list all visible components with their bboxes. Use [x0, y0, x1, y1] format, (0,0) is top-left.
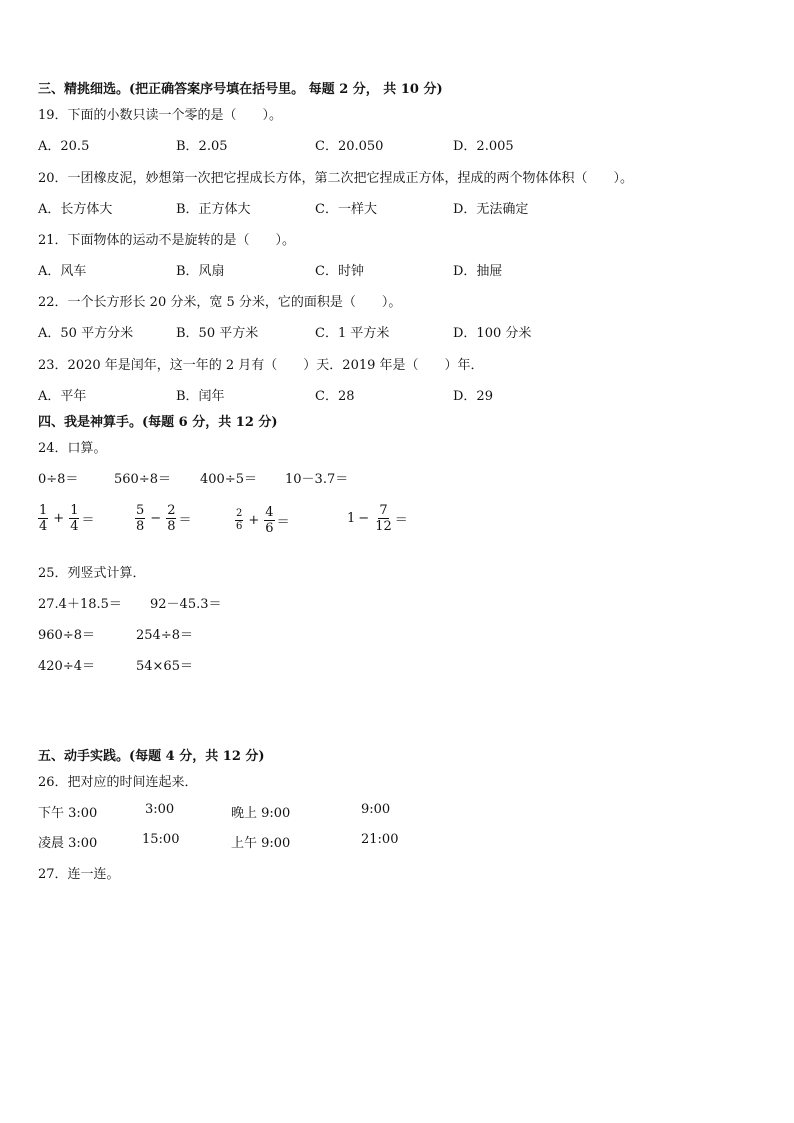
- numerator: 7: [379, 503, 388, 518]
- option-b: B．闰年: [176, 389, 225, 404]
- fraction: [235, 508, 243, 533]
- operator: −: [150, 511, 162, 526]
- time-label: 21:00: [361, 832, 399, 847]
- option-d: D．2.005: [453, 139, 514, 154]
- question-25-stem: 25．列竖式计算．: [38, 566, 146, 581]
- option-c: C．时钟: [315, 264, 364, 279]
- option-d: D．100 分米: [453, 326, 532, 341]
- option-b: B．2.05: [176, 139, 228, 154]
- option-a: A．长方体大: [38, 202, 113, 217]
- calc-item: 92－45.3＝: [150, 597, 222, 612]
- mental-math-item: 560÷8＝: [114, 472, 171, 487]
- equals: ＝: [178, 513, 192, 528]
- operator: +: [248, 513, 260, 528]
- question-24-stem: 24．口算。: [38, 441, 107, 456]
- operator: +: [53, 511, 65, 526]
- question-19-stem: 19．下面的小数只读一个零的是（ ）。: [38, 108, 283, 123]
- time-label: 上午 9:00: [231, 836, 291, 851]
- time-label: 15:00: [142, 832, 180, 847]
- question-20-stem: 20．一团橡皮泥，妙想第一次把它捏成长方体，第二次把它捏成正方体，捏成的两个物体体积（ ）。: [38, 171, 634, 186]
- fraction: [166, 503, 176, 534]
- numerator: 2: [236, 508, 243, 519]
- denominator: 8: [167, 519, 176, 534]
- fraction: [135, 503, 145, 534]
- section3-heading: 三、精挑细选。(把正确答案序号填在括号里。 每题 2 分， 共 10 分): [38, 82, 443, 97]
- fraction-expression: [233, 505, 290, 536]
- fraction: [69, 503, 79, 534]
- option-d: D．抽屉: [453, 264, 503, 279]
- numerator: 5: [136, 503, 145, 518]
- mental-math-item: 0÷8＝: [38, 472, 79, 487]
- fraction-expression: [133, 503, 191, 534]
- equals: ＝: [394, 513, 408, 528]
- equals: ＝: [276, 515, 290, 530]
- option-a: A．风车: [38, 264, 87, 279]
- equals: ＝: [81, 513, 95, 528]
- whole-number: 1: [347, 511, 356, 526]
- option-a: A．20.5: [38, 139, 90, 154]
- fraction-expression: [347, 503, 408, 534]
- option-d: D．29: [453, 389, 493, 404]
- time-label: 晚上 9:00: [231, 806, 291, 821]
- time-label: 凌晨 3:00: [38, 836, 98, 851]
- operator: −: [358, 511, 370, 526]
- denominator: 6: [265, 521, 274, 536]
- mental-math-item: 400÷5＝: [200, 472, 257, 487]
- question-21-stem: 21．下面物体的运动不是旋转的是（ ）。: [38, 233, 296, 248]
- denominator: 4: [70, 519, 79, 534]
- option-c: C．20.050: [315, 139, 384, 154]
- fraction-expression: [36, 503, 94, 534]
- option-b: B．正方体大: [176, 202, 251, 217]
- calc-item: 27.4＋18.5＝: [38, 597, 122, 612]
- calc-item: 54×65＝: [136, 659, 193, 674]
- time-label: 下午 3:00: [38, 806, 98, 821]
- numerator: 2: [167, 503, 176, 518]
- denominator: 8: [136, 519, 145, 534]
- option-c: C．1 平方米: [315, 326, 390, 341]
- question-27-stem: 27．连一连。: [38, 867, 120, 882]
- time-label: 3:00: [145, 802, 175, 817]
- section4-heading: 四、我是神算手。(每题 6 分，共 12 分): [38, 415, 278, 430]
- calc-item: 254÷8＝: [136, 628, 193, 643]
- option-c: C．28: [315, 389, 355, 404]
- option-b: B．风扇: [176, 264, 225, 279]
- question-26-stem: 26．把对应的时间连起来．: [38, 775, 198, 790]
- denominator: 12: [375, 519, 392, 534]
- question-22-stem: 22．一个长方形长 20 分米，宽 5 分米，它的面积是（ ）。: [38, 295, 402, 310]
- mental-math-item: 10－3.7＝: [285, 472, 349, 487]
- denominator: 6: [236, 521, 243, 532]
- option-d: D．无法确定: [453, 202, 529, 217]
- fraction: [38, 503, 48, 534]
- option-a: A．平年: [38, 389, 87, 404]
- calc-item: 420÷4＝: [38, 659, 95, 674]
- fraction: [264, 505, 274, 536]
- question-23-stem: 23．2020 年是闰年，这一年的 2 月有（ ）天．2019 年是（ ）年．: [38, 358, 484, 373]
- numerator: 4: [265, 505, 274, 520]
- numerator: 1: [70, 503, 79, 518]
- fraction: [374, 503, 393, 534]
- option-c: C．一样大: [315, 202, 377, 217]
- section5-heading: 五、动手实践。(每题 4 分，共 12 分): [38, 749, 265, 764]
- time-label: 9:00: [361, 802, 391, 817]
- denominator: 4: [39, 519, 48, 534]
- option-b: B．50 平方米: [176, 326, 259, 341]
- option-a: A．50 平方分米: [38, 326, 134, 341]
- numerator: 1: [39, 503, 48, 518]
- calc-item: 960÷8＝: [38, 628, 95, 643]
